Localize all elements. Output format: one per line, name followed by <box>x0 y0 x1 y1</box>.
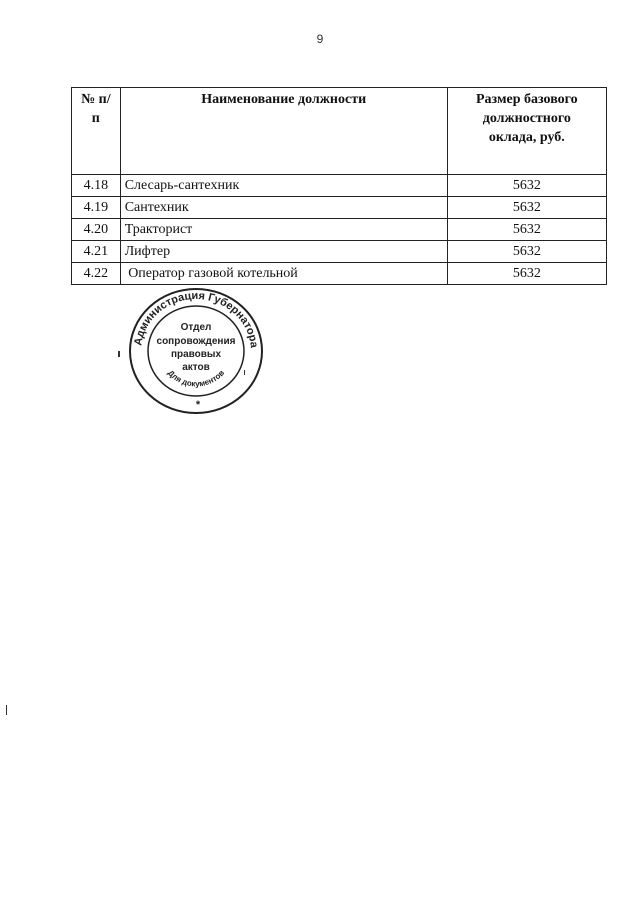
table-row <box>72 241 607 263</box>
official-stamp <box>126 286 266 416</box>
row-name: Сантехник <box>120 197 447 219</box>
stamp-line-2: сопровождения <box>156 336 236 347</box>
row-salary: 5632 <box>447 263 606 285</box>
table-header-row <box>72 88 607 175</box>
stamp-star-icon: * <box>195 399 201 411</box>
table-row <box>72 197 607 219</box>
positions-table <box>71 87 607 285</box>
stamp-line-1: Отдел <box>180 322 212 333</box>
stamp-line-3: правовых <box>170 349 222 360</box>
row-name: Оператор газовой котельной <box>120 263 447 285</box>
scan-mark-edge <box>6 705 7 715</box>
row-name: Лифтер <box>120 241 447 263</box>
table-row <box>72 219 607 241</box>
row-name: Тракторист <box>120 219 447 241</box>
stamp-line-4: актов <box>182 362 210 373</box>
row-salary: 5632 <box>447 241 606 263</box>
row-num: 4.22 <box>72 263 121 285</box>
header-num <box>72 88 121 175</box>
scan-mark-right <box>244 370 245 375</box>
stamp-seal-graphic <box>126 286 266 416</box>
page-number: 9 <box>316 32 324 46</box>
header-salary-label: Размер базового должностного оклада, руб. <box>475 92 578 145</box>
row-num: 4.21 <box>72 241 121 263</box>
stamp-outer-text: Администрация Губернатора <box>132 289 260 349</box>
row-num: 4.18 <box>72 175 121 197</box>
header-num-label: № п/п <box>81 92 111 126</box>
stamp-inner-bottom-text: Для документов <box>165 368 227 389</box>
row-num: 4.19 <box>72 197 121 219</box>
table-row <box>72 175 607 197</box>
scan-mark-left <box>118 351 120 357</box>
row-salary: 5632 <box>447 219 606 241</box>
row-salary: 5632 <box>447 197 606 219</box>
table-row <box>72 263 607 285</box>
row-num: 4.20 <box>72 219 121 241</box>
header-salary <box>447 88 606 175</box>
row-salary: 5632 <box>447 175 606 197</box>
row-name: Слесарь-сантехник <box>120 175 447 197</box>
header-name: Наименование должности <box>120 88 447 175</box>
